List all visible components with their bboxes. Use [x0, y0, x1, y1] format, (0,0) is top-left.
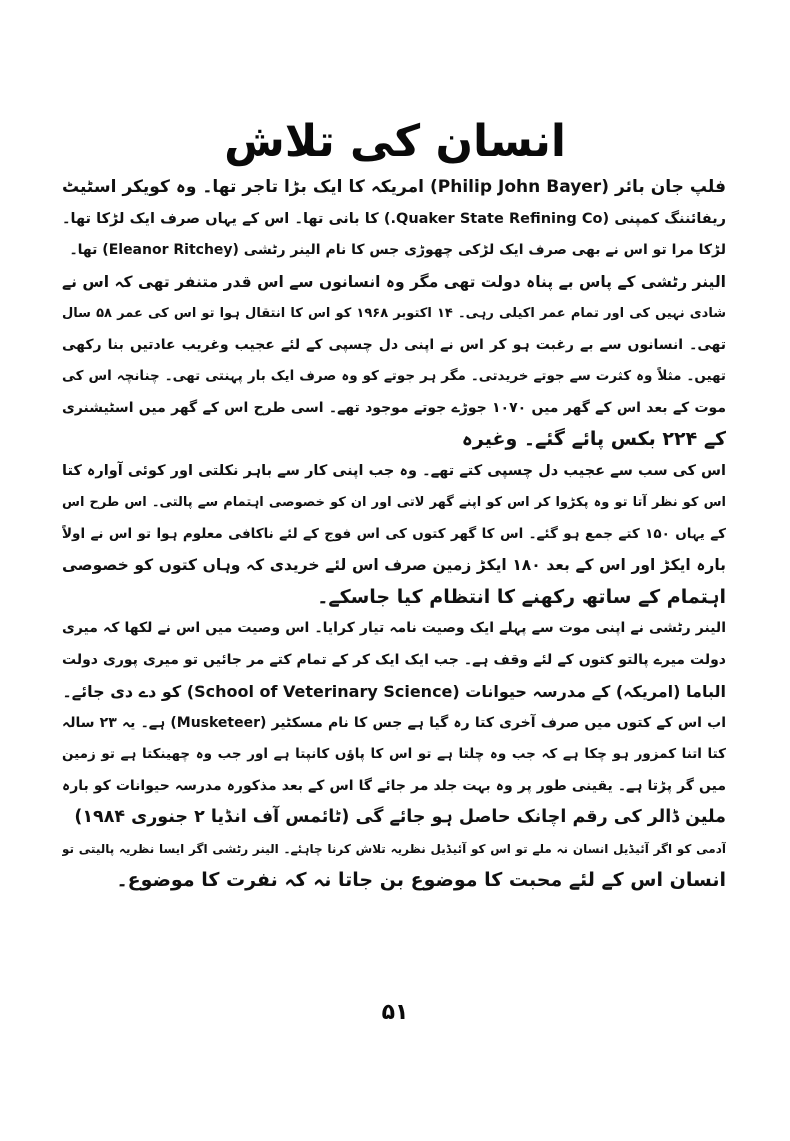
body-text	[62, 172, 726, 897]
text-line: تھیں۔ مثلاً وہ کثرت سے جوتے خریدتی۔ مگر ہر جوتے کو وہ صرف ایک بار پہنتی تھی۔ چنانچہ اس کی	[62, 368, 726, 384]
page-number: ۵۱	[381, 1000, 409, 1025]
text-line: تھی۔ انسانوں سے بے رغبت ہو کر اس نے اپنی دل چسپی کے لئے عجیب وغریب عادتیں بنا رکھی	[62, 336, 726, 353]
text-line: کے ۲۲۴ بکس پائے گئے۔ وغیرہ	[461, 428, 726, 450]
text-line: اس کی سب سے عجیب دل چسپی کتے تھے۔ وہ جب اپنی کار سے باہر نکلتی اور کوئی آوارہ کتا	[62, 462, 726, 479]
text-line: شادی نہیں کی اور تمام عمر اکیلی رہی۔ ۱۴ اکتوبر ۱۹۶۸ کو اس کا انتقال ہوا تو اس کی عمر ۵۸ سال	[62, 306, 726, 321]
text-line: ملین ڈالر کی رقم اچانک حاصل ہو جائے گی (ٹائمس آف انڈیا ۲ جنوری ۱۹۸۴)	[74, 807, 726, 827]
text-line: اس کو نظر آتا تو وہ پکڑوا کر اس کو اپنے گھر لاتی اور ان کو خصوصی اہتمام سے پالتی۔ اس طرح اس	[62, 495, 726, 510]
text-line: موت کے بعد اس کے گھر میں ۱۰۷۰ جوڑے جوتے موجود تھے۔ اسی طرح اس کے گھر میں اسٹیشنری	[62, 399, 726, 416]
text-line: کتا اتنا کمزور ہو چکا ہے کہ جب وہ چلتا ہے تو اس کا پاؤں کانپتا ہے اور جب وہ چھینکتا ہے تو زمین	[62, 746, 726, 762]
text-line: آدمی کو اگر آئیڈیل انسان نہ ملے تو اس کو آئیڈیل نظریہ تلاش کرنا چاہئے۔ الینر رٹشی اگر ایسا نظریہ پالیتی تو	[62, 841, 726, 856]
text-line: لڑکا مرا تو اس نے بھی صرف ایک لڑکی چھوڑی جس کا نام الینر رٹشی (Eleanor Ritchey) تھا۔	[69, 242, 726, 258]
text-line: میں گر پڑتا ہے۔ یقینی طور پر وہ بہت جلد مر جائے گا اس کے بعد مذکورہ مدرسہ حیوانات کو بارہ	[62, 777, 726, 794]
text-line: فلپ جان بائر (Philip John Bayer) امریکہ کا ایک بڑا تاجر تھا۔ وہ کویکر اسٹیٹ	[62, 177, 726, 197]
text-line: بارہ ایکڑ اور اس کے بعد ۱۸۰ ایکڑ زمین صرف اس لئے خریدی کہ وہاں کتوں کو خصوصی	[62, 556, 726, 574]
text-line: اب اس کے کتوں میں صرف آخری کتا رہ گیا ہے جس کا نام مسکٹیر (Musketeer) ہے۔ یہ ۲۳ سالہ	[62, 714, 726, 731]
text-line: اہتمام کے ساتھ رکھنے کا انتظام کیا جاسکے۔	[317, 585, 726, 608]
text-line: الینر رٹشی نے اپنی موت سے پہلے ایک وصیت نامہ تیار کرایا۔ اس وصیت میں اس نے لکھا کہ میری	[62, 620, 726, 636]
text-line: دولت میرے پالتو کتوں کے لئے وقف ہے۔ جب ایک ایک کر کے تمام کتے مر جائیں تو میری پوری دولت	[62, 651, 726, 668]
text-line: انسان اس کے لئے محبت کا موضوع بن جاتا نہ کہ نفرت کا موضوع۔	[116, 869, 726, 891]
text-line: الباما (امریکہ) کے مدرسہ حیوانات (School of Veterinary Science) کو دے دی جائے۔	[62, 682, 726, 701]
page-title: انسان کی تلاش	[224, 116, 566, 167]
text-line: کے یہاں ۱۵۰ کتے جمع ہو گئے۔ اس کا گھر کتوں کی اس فوج کے لئے ناکافی معلوم ہوا تو اس نے اولاً	[62, 525, 726, 542]
text-line: الینر رٹشی کے پاس بے پناہ دولت تھی مگر وہ انسانوں سے اس قدر متنفر تھی کہ اس نے	[62, 272, 726, 291]
text-line: ریفائننگ کمپنی (Quaker State Refining Co.) کا بانی تھا۔ اس کے یہاں صرف ایک لڑکا تھا۔	[62, 210, 726, 227]
